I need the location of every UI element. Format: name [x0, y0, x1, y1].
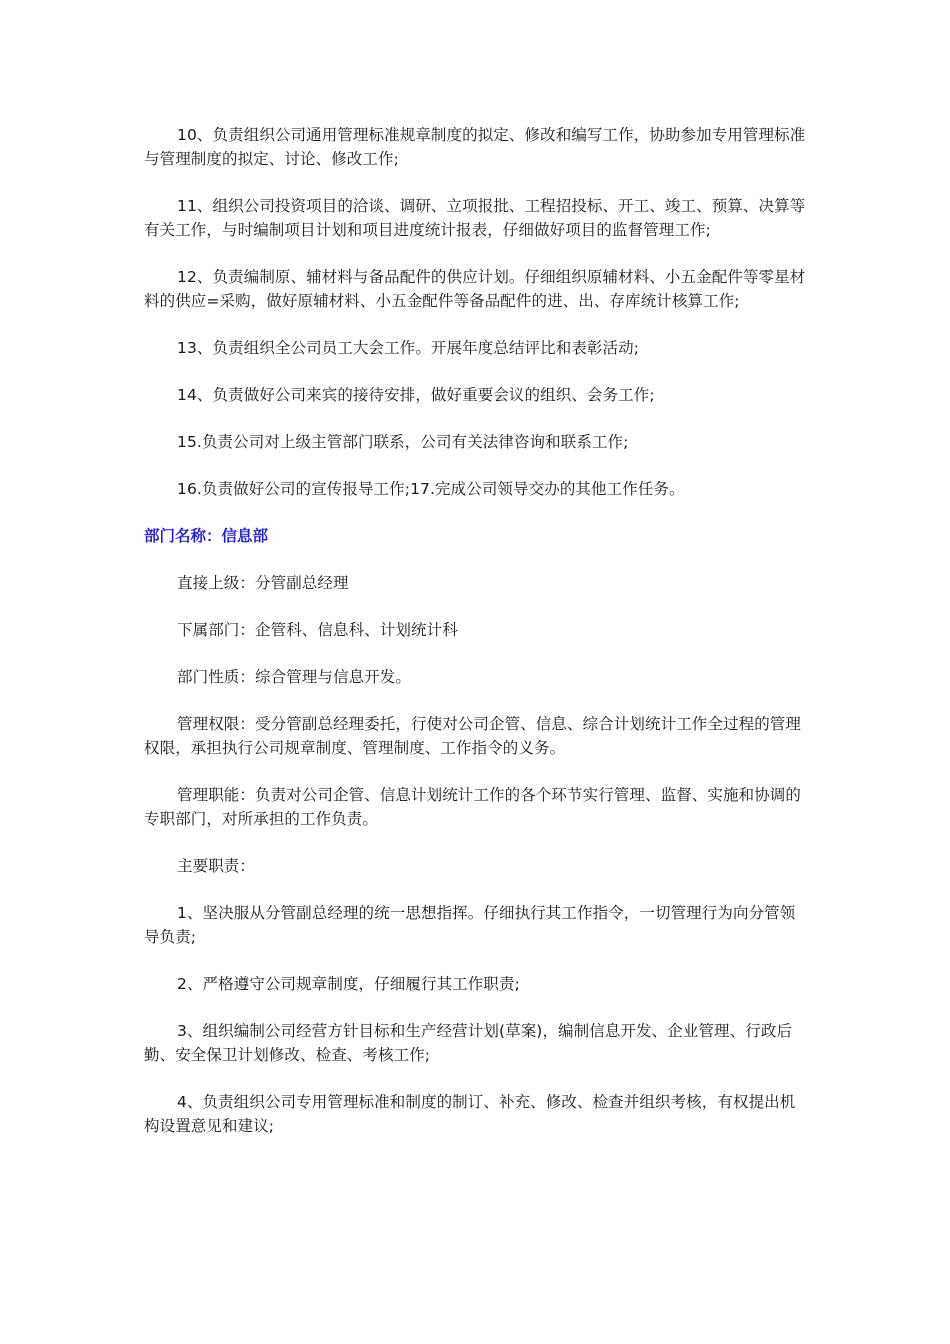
department-heading: 部门名称：信息部	[144, 527, 269, 545]
paragraph-item-15: 15.负责公司对上级主管部门联系，公司有关法律咨询和联系工作;	[177, 433, 629, 451]
duty-item-2: 2、严格遵守公司规章制度，仔细履行其工作职责;	[177, 975, 520, 993]
document-page	[144, 123, 808, 1161]
management-authority: 管理权限：受分管副总经理委托，行使对公司企管、信息、综合计划统计工作全过程的管理权限，承担执行公司规章制度、管理制度、工作指令的义务。	[144, 715, 802, 757]
main-duties-label: 主要职责：	[177, 857, 256, 875]
duty-item-1: 1、坚决服从分管副总经理的统一思想指挥。仔细执行其工作指令，一切管理行为向分管领导负责;	[144, 904, 796, 946]
subordinate-departments: 下属部门：企管科、信息科、计划统计科	[177, 621, 458, 639]
paragraph-item-11: 11、组织公司投资项目的洽谈、调研、立项报批、工程招投标、开工、竣工、预算、决算等有关工作，与时编制项目计划和项目进度统计报表，仔细做好项目的监督管理工作;	[144, 197, 806, 239]
department-nature: 部门性质：综合管理与信息开发。	[177, 668, 412, 686]
paragraph-item-13: 13、负责组织全公司员工大会工作。开展年度总结评比和表彰活动;	[177, 339, 640, 357]
paragraph-item-14: 14、负责做好公司来宾的接待安排，做好重要会议的组织、会务工作;	[177, 386, 655, 404]
direct-superior: 直接上级：分管副总经理	[177, 574, 349, 592]
duty-item-3: 3、组织编制公司经营方针目标和生产经营计划(草案)，编制信息开发、企业管理、行政后勤、安全保卫计划修改、检查、考核工作;	[144, 1022, 793, 1064]
paragraph-item-10: 10、负责组织公司通用管理标准规章制度的拟定、修改和编写工作，协助参加专用管理标准与管理制度的拟定、讨论、修改工作;	[144, 126, 806, 168]
paragraph-item-12: 12、负责编制原、辅材料与备品配件的供应计划。仔细组织原辅材料、小五金配件等零星材料的供应=采购，做好原辅材料、小五金配件等备品配件的进、出、存库统计核算工作;	[144, 268, 806, 310]
paragraph-item-16-17: 16.负责做好公司的宣传报导工作;17.完成公司领导交办的其他工作任务。	[177, 480, 685, 498]
duty-item-4: 4、负责组织公司专用管理标准和制度的制订、补充、修改、检查并组织考核，有权提出机构设置意见和建议;	[144, 1093, 796, 1135]
management-function: 管理职能：负责对公司企管、信息计划统计工作的各个环节实行管理、监督、实施和协调的专职部门，对所承担的工作负责。	[144, 786, 802, 828]
